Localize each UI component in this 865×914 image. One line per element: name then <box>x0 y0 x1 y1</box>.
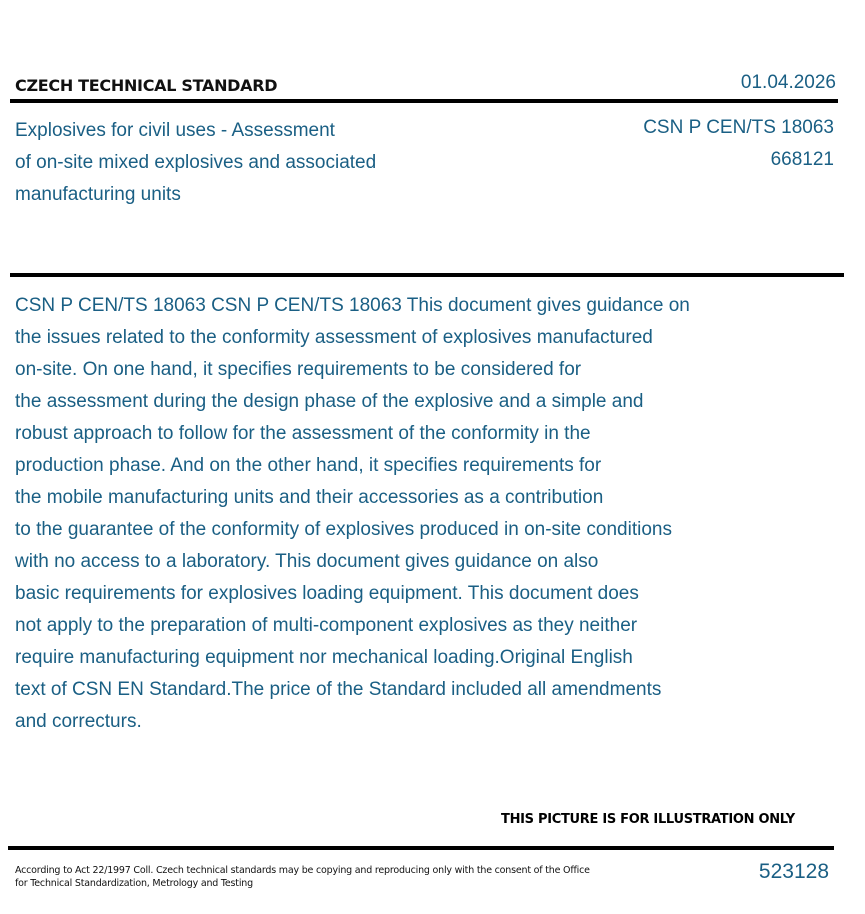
header-divider <box>10 99 838 103</box>
abstract-text: CSN P CEN/TS 18063 CSN P CEN/TS 18063 This document gives guidance on the issues related to the conformity assessment of explosives manufactured on-site. On one hand, it specifies requirements to be considered for the assessment during the design phase of the explosive and a simple and robust approach to follow for the assessment of the conformity in the production phase. And on the other hand, it specifies requirements for the mobile manufacturing units and their accessories as a contribution to the guarantee of the conformity of explosives produced in on-site conditions with no access to a laboratory. This document gives guidance on also basic requirements for explosives loading equipment. This document does not apply to the preparation of multi-component explosives as they neither require manufacturing equipment nor mechanical loading.Original English text of CSN EN Standard.The price of the Standard included all amendments and correcturs. <box>15 295 690 732</box>
standard-designation: CSN P CEN/TS 18063 <box>643 117 834 138</box>
illustration-notice: THIS PICTURE IS FOR ILLUSTRATION ONLY <box>501 812 795 827</box>
footer-code: 523128 <box>758 860 829 883</box>
footer-divider <box>8 846 834 850</box>
catalog-number: 668121 <box>770 149 834 170</box>
legal-notice: According to Act 22/1997 Coll. Czech technical standards may be copying and reproducing only with the consent of the Office for Technical Standardization, Metrology and Testing <box>15 865 590 889</box>
title-divider <box>10 273 844 277</box>
issue-date: 01.04.2026 <box>740 72 836 93</box>
standard-label: CZECH TECHNICAL STANDARD <box>15 76 278 95</box>
document-title: Explosives for civil uses - Assessment of on-site mixed explosives and associated manufacturing units <box>15 120 377 205</box>
